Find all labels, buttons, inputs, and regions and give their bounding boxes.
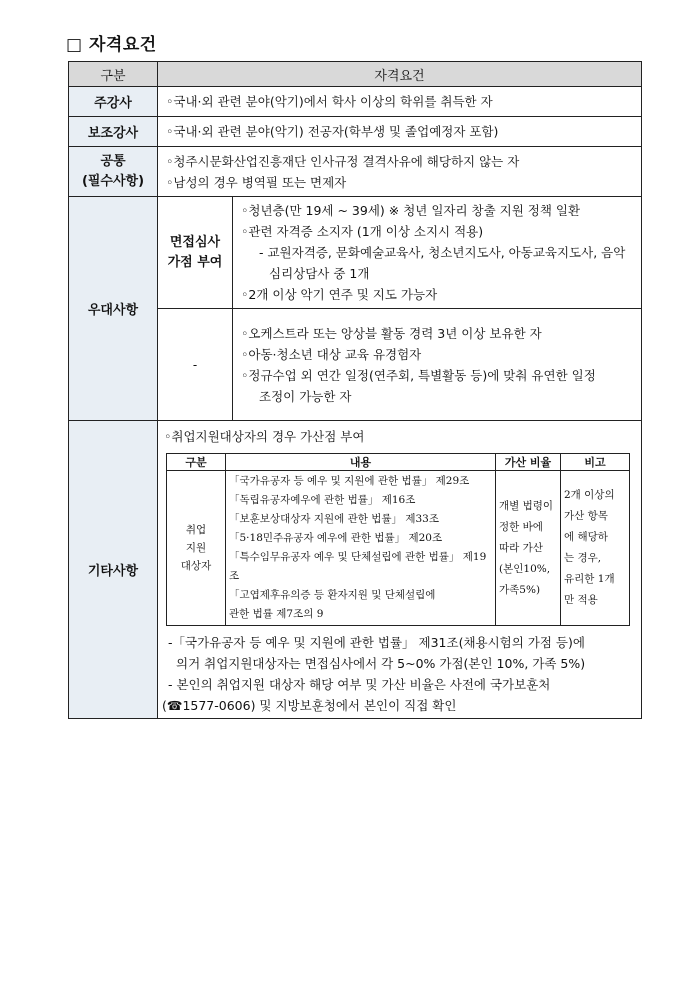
- law-item: 「독립유공자예우에 관한 법률」 제16조: [229, 494, 416, 506]
- row-label-main-instructor: 주강사: [69, 87, 158, 117]
- list-item: ◦정규수업 외 연간 일정(연주회, 특별활동 등)에 맞춰 유연한 일정: [241, 367, 596, 383]
- inner-header-category: 구분: [167, 454, 226, 471]
- note-line: 2개 이상의: [564, 489, 615, 501]
- inner-row: [167, 471, 630, 626]
- veteran-bonus-table: [166, 453, 630, 626]
- inner-header-note: 비고: [561, 454, 630, 471]
- qualification-table: [68, 61, 642, 719]
- inner-content: [226, 471, 496, 626]
- note-item: - 본인의 취업지원 대상자 해당 여부 및 가산 비율은 사전에 국가보훈처: [168, 677, 551, 692]
- list-item: ◦오케스트라 또는 앙상블 활동 경력 3년 이상 보유한 자: [241, 325, 542, 341]
- law-item: 「특수임무유공자 예우 및 단체설립에 관한 법률」 제19조: [229, 551, 487, 582]
- common-label-required: (필수사항): [81, 173, 145, 189]
- law-item: 「국가유공자 등 예우 및 지원에 관한 법률」 제29조: [229, 475, 470, 487]
- inner-header-ratio: 가산 비율: [496, 454, 561, 471]
- row-text-assistant-instructor: ◦국내·외 관련 분야(악기) 전공자(학부생 및 졸업예정자 포함): [158, 117, 642, 147]
- inner-category-line: 대상자: [180, 560, 212, 572]
- ratio-line: 개별 법령이: [499, 499, 554, 512]
- row-label-assistant-instructor: 보조강사: [69, 117, 158, 147]
- interview-label-2: 가점 부여: [167, 254, 223, 270]
- inner-category-line: 취업: [185, 524, 207, 536]
- common-label: 공통: [100, 153, 126, 169]
- row-text-other: [158, 421, 642, 719]
- ratio-line: (본인10%,: [499, 562, 551, 575]
- note-item: 의거 취업지원대상자는 면접심사에서 각 5~0% 가점(본인 10%, 가족 5%): [176, 656, 586, 671]
- table-row: [69, 117, 642, 147]
- row-label-common: [69, 147, 158, 197]
- list-item: - 교원자격증, 문화예술교육사, 청소년지도사, 아동교육지도사, 음악: [259, 245, 626, 260]
- list-item: ◦남성의 경우 병역필 또는 면제자: [166, 174, 347, 190]
- list-item: 조정이 가능한 자: [259, 388, 352, 404]
- list-item: ◦청주시문화산업진흥재단 인사규정 결격사유에 해당하지 않는 자: [166, 153, 520, 169]
- other-preference-items: [233, 309, 642, 421]
- inner-ratio: [496, 471, 561, 626]
- note-line: 는 경우,: [564, 552, 602, 564]
- list-item: ◦관련 자격증 소지자 (1개 이상 소지시 적용): [241, 224, 484, 239]
- list-item: ◦청년층(만 19세 ~ 39세) ※ 청년 일자리 창출 지원 정책 일환: [241, 203, 581, 218]
- section-title: □ 자격요건: [66, 35, 157, 55]
- table-header-row: [69, 62, 642, 87]
- law-item: 관한 법률 제7조의 9: [229, 608, 324, 620]
- list-item: ◦2개 이상 악기 연주 및 지도 가능자: [241, 287, 438, 302]
- row-text-common: [158, 147, 642, 197]
- interview-bonus-items: [233, 197, 642, 309]
- ratio-line: 가족5%): [499, 583, 541, 596]
- list-item: ◦아동·청소년 대상 교육 유경험자: [241, 346, 422, 362]
- other-preference-label: -: [158, 309, 233, 421]
- other-notes: [162, 632, 641, 716]
- inner-note: [561, 471, 630, 626]
- table-row: [69, 197, 642, 309]
- note-line: 에 해당하: [564, 531, 608, 543]
- inner-header-row: [167, 454, 630, 471]
- column-header-requirements: 자격요건: [158, 62, 642, 87]
- table-row: [69, 87, 642, 117]
- ratio-line: 따라 가산: [499, 541, 543, 554]
- note-item: (☎1577-0606) 및 지방보훈청에서 본인이 직접 확인: [162, 698, 457, 713]
- inner-header-content: 내용: [226, 454, 496, 471]
- row-label-other: 기타사항: [69, 421, 158, 719]
- row-label-preference: 우대사항: [69, 197, 158, 421]
- note-item: -「국가유공자 등 예우 및 지원에 관한 법률」 제31조(채용시험의 가점 등)에: [168, 635, 585, 650]
- inner-category-line: 지원: [185, 542, 207, 554]
- interview-label-1: 면접심사: [169, 234, 221, 250]
- law-item: 「보훈보상대상자 지원에 관한 법률」 제33조: [229, 513, 439, 525]
- column-header-category: 구분: [69, 62, 158, 87]
- note-line: 유리한 1개: [564, 573, 615, 585]
- law-item: 「5·18민주유공자 예우에 관한 법률」 제20조: [229, 532, 443, 544]
- note-line: 만 적용: [564, 594, 598, 606]
- law-item: 「고엽제후유의증 등 환자지원 및 단체설립에: [229, 589, 436, 601]
- table-row: [69, 147, 642, 197]
- interview-bonus-label: [158, 197, 233, 309]
- row-text-main-instructor: ◦국내·외 관련 분야(악기)에서 학사 이상의 학위를 취득한 자: [158, 87, 642, 117]
- ratio-line: 정한 바에: [499, 520, 543, 533]
- inner-category: [167, 471, 226, 626]
- table-row: [69, 421, 642, 719]
- note-line: 가산 항목: [564, 510, 608, 522]
- other-intro: ◦취업지원대상자의 경우 가산점 부여: [164, 429, 365, 444]
- list-item: 심리상담사 중 1개: [269, 266, 370, 281]
